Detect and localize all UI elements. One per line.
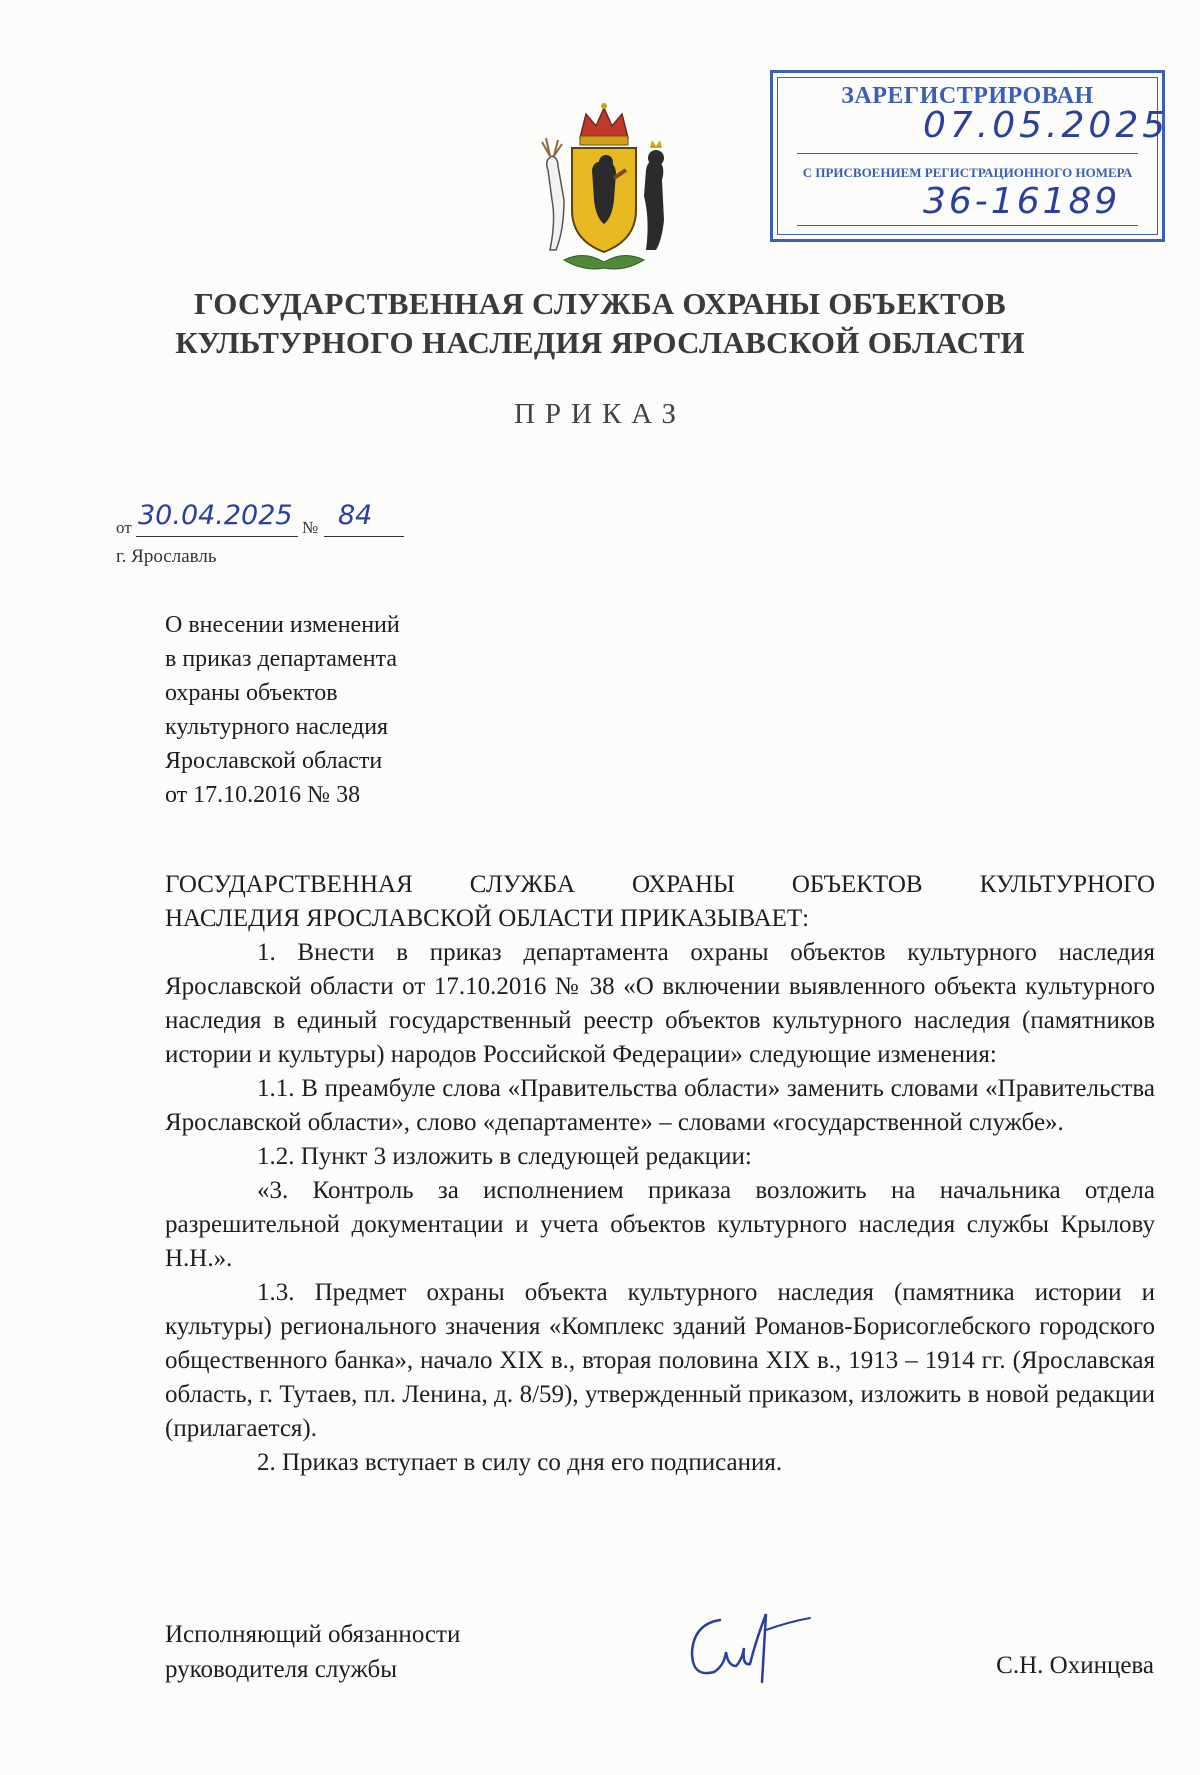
position-line: руководителя службы	[165, 1656, 398, 1683]
stamp-subtitle: С ПРИСВОЕНИЕМ РЕГИСТРАЦИОННОГО НОМЕРА	[802, 165, 1133, 180]
from-label: от	[116, 518, 132, 537]
order-subject	[165, 608, 565, 812]
stamp-divider	[797, 153, 1138, 154]
city: г. Ярославль	[116, 546, 217, 567]
position-line: Исполняющий обязанности	[165, 1621, 461, 1648]
stamp-title: ЗАРЕГИСТРИРОВАН	[841, 83, 1094, 109]
order-body	[165, 868, 1155, 1480]
signatory-position	[165, 1617, 460, 1687]
stamp-divider	[797, 225, 1138, 226]
subject-line: культурного наследия	[165, 714, 389, 740]
clause-1-2-quote: «3. Контроль за исполнением приказа возложить на начальника отдела разрешительной документации и учета объектов культурного наследия службы Крылову Н.Н.».	[165, 1177, 1155, 1272]
subject-line: охраны объектов	[165, 680, 338, 706]
clause-1-1: 1.1. В преамбуле слова «Правительства области» заменить словами «Правительства Ярославской области», слово «департаменте» – словами «государственной службе».	[165, 1075, 1155, 1136]
signatory-name: С.Н. Охинцева	[996, 1652, 1154, 1679]
order-date-number	[116, 500, 416, 540]
preamble-line: ГОСУДАРСТВЕННАЯ СЛУЖБА ОХРАНЫ ОБЪЕКТОВ КУЛЬТУРНОГО	[165, 871, 1155, 898]
registration-stamp	[770, 70, 1170, 242]
stamp-number: 36-16189	[923, 181, 1121, 222]
stamp-date: 07.05.2025	[923, 105, 1170, 146]
subject-line: О внесении изменений	[165, 612, 400, 638]
date-underline	[136, 536, 298, 537]
number-label: №	[302, 518, 319, 537]
clause-1-3: 1.3. Предмет охраны объекта культурного наследия (памятника истории и культуры) регионального значения «Комплекс зданий Романов-Борисоглебского городского общественного банка», начало XIX в., вторая половина XIX в., 1913 – 1914 гг. (Ярославская область, г. Тутаев, пл. Ленина, д. 8/59), утвержденный приказом, изложить в новой редакции (прилагается).	[165, 1279, 1155, 1442]
subject-line: от 17.10.2016 № 38	[165, 782, 361, 808]
agency-name-line2: КУЛЬТУРНОГО НАСЛЕДИЯ ЯРОСЛАВСКОЙ ОБЛАСТИ	[175, 325, 1025, 360]
coat-of-arms-icon	[534, 100, 674, 276]
agency-name-line1: ГОСУДАРСТВЕННАЯ СЛУЖБА ОХРАНЫ ОБЪЕКТОВ	[193, 286, 1007, 321]
subject-line: Ярославской области	[165, 748, 383, 774]
subject-line: в приказ департамента	[165, 646, 398, 672]
order-number-handwritten: 84	[338, 500, 373, 531]
preamble-line: НАСЛЕДИЯ ЯРОСЛАВСКОЙ ОБЛАСТИ ПРИКАЗЫВАЕТ:	[165, 905, 810, 932]
number-underline	[324, 536, 404, 537]
document-type: ПРИКАЗ	[513, 398, 687, 430]
handwritten-signature	[680, 1600, 820, 1690]
clause-1: 1. Внести в приказ департамента охраны объектов культурного наследия Ярославской области от 17.10.2016 № 38 «О включении выявленного объекта культурного наследия в единый государственный реестр объектов культурного наследия (памятников истории и культуры) народов Российской Федерации» следующие изменения:	[165, 939, 1155, 1068]
clause-1-2: 1.2. Пункт 3 изложить в следующей редакции:	[257, 1143, 752, 1170]
clause-2: 2. Приказ вступает в силу со дня его подписания.	[257, 1449, 783, 1476]
order-date-handwritten: 30.04.2025	[138, 500, 293, 531]
